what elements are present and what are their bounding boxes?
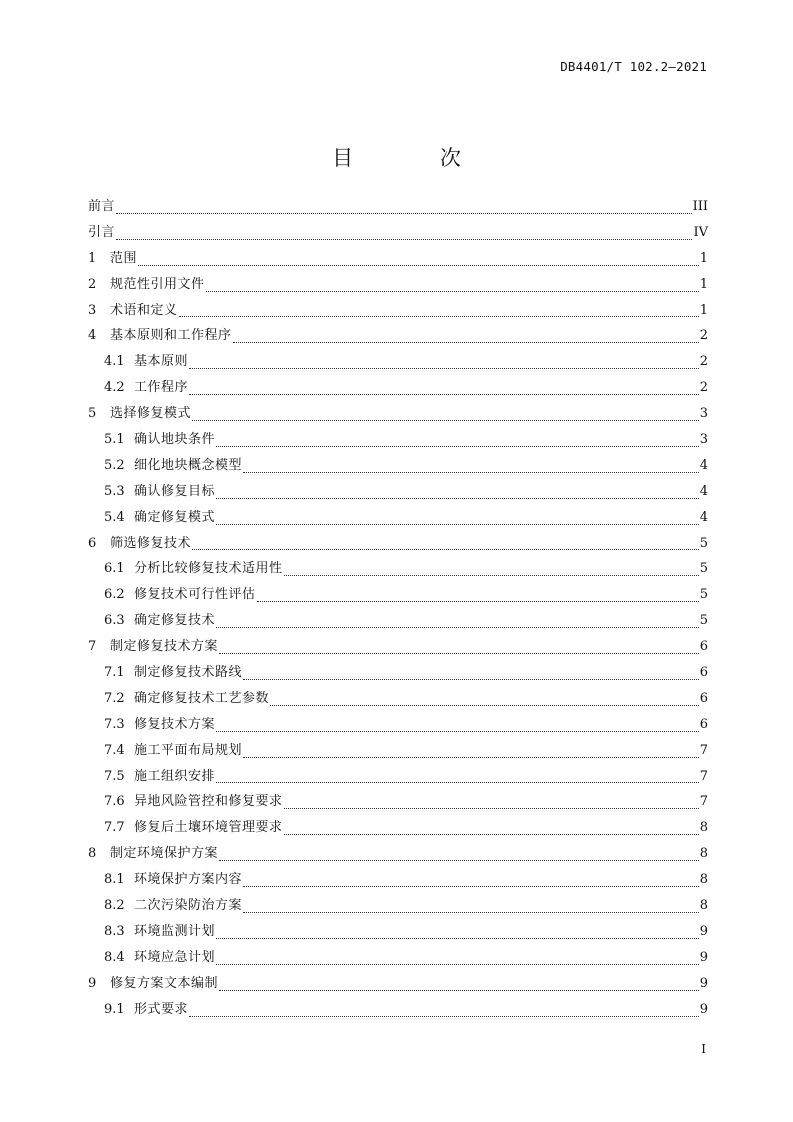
toc-entry-number: 7.1 bbox=[104, 665, 125, 681]
toc-entry-page: 4 bbox=[699, 483, 708, 499]
toc-entry-label: 分析比较修复技术适用性 bbox=[134, 561, 283, 577]
toc-entry-page: 6 bbox=[699, 639, 708, 655]
toc-dot-leader bbox=[192, 419, 699, 421]
toc-entry-label: 确定修复模式 bbox=[134, 509, 216, 525]
toc-entry-label: 修复方案文本编制 bbox=[110, 975, 219, 991]
toc-entry-page: 1 bbox=[699, 250, 708, 266]
toc-dot-leader bbox=[219, 989, 699, 991]
toc-dot-leader bbox=[179, 315, 699, 317]
toc-entry-number: 7.5 bbox=[104, 768, 125, 784]
toc-entry-label: 施工组织安排 bbox=[134, 768, 216, 784]
toc-dot-leader bbox=[206, 290, 699, 292]
toc-entry-page: 5 bbox=[699, 587, 708, 603]
toc-entry-page: 8 bbox=[699, 872, 708, 888]
toc-entry-number: 6 bbox=[88, 535, 97, 551]
toc-entry-label: 确定修复技术工艺参数 bbox=[134, 690, 270, 706]
toc-entry[interactable] bbox=[88, 507, 708, 533]
toc-entry[interactable] bbox=[88, 274, 708, 300]
toc-dot-leader bbox=[189, 393, 699, 395]
toc-entry-number: 7.2 bbox=[104, 690, 125, 706]
table-of-contents bbox=[88, 196, 708, 1025]
toc-entry-number: 3 bbox=[88, 302, 97, 318]
toc-entry[interactable] bbox=[88, 817, 708, 843]
toc-entry-label: 确定修复技术 bbox=[134, 613, 216, 629]
toc-entry-page: 8 bbox=[699, 898, 708, 914]
toc-dot-leader bbox=[243, 471, 699, 473]
toc-entry[interactable] bbox=[88, 533, 708, 559]
toc-entry-page: 1 bbox=[699, 276, 708, 292]
toc-entry-label: 工作程序 bbox=[134, 380, 189, 396]
toc-dot-leader bbox=[243, 885, 699, 887]
toc-entry[interactable] bbox=[88, 740, 708, 766]
toc-entry-number: 6.2 bbox=[104, 587, 125, 603]
toc-entry-page: 6 bbox=[699, 716, 708, 732]
toc-dot-leader bbox=[243, 756, 699, 758]
toc-dot-leader bbox=[216, 781, 699, 783]
toc-entry[interactable] bbox=[88, 403, 708, 429]
toc-entry-number: 5.4 bbox=[104, 509, 125, 525]
toc-entry-label: 前言 bbox=[88, 199, 116, 214]
toc-entry[interactable] bbox=[88, 662, 708, 688]
toc-entry[interactable] bbox=[88, 481, 708, 507]
toc-entry-page: 2 bbox=[699, 328, 708, 344]
toc-dot-leader bbox=[192, 548, 699, 550]
toc-entry-number: 6.3 bbox=[104, 613, 125, 629]
toc-entry[interactable] bbox=[88, 921, 708, 947]
toc-entry-label: 制定修复技术方案 bbox=[110, 639, 219, 655]
toc-entry[interactable] bbox=[88, 429, 708, 455]
toc-dot-leader bbox=[219, 652, 699, 654]
toc-entry-label: 基本原则 bbox=[134, 354, 189, 370]
toc-entry-label: 细化地块概念模型 bbox=[134, 457, 243, 473]
toc-entry[interactable] bbox=[88, 584, 708, 610]
toc-entry-page: 5 bbox=[699, 561, 708, 577]
toc-entry-label: 修复技术可行性评估 bbox=[134, 587, 256, 603]
toc-title: 目 次 bbox=[332, 146, 501, 170]
toc-dot-leader bbox=[216, 497, 699, 499]
toc-entry-label: 确认地块条件 bbox=[134, 432, 216, 448]
toc-dot-leader bbox=[284, 833, 699, 835]
toc-entry-page: 6 bbox=[699, 665, 708, 681]
toc-entry-page: 9 bbox=[699, 949, 708, 965]
toc-entry[interactable] bbox=[88, 300, 708, 326]
toc-entry[interactable] bbox=[88, 766, 708, 792]
toc-entry-number: 6.1 bbox=[104, 561, 125, 577]
toc-dot-leader bbox=[116, 238, 692, 240]
toc-dot-leader bbox=[138, 264, 699, 266]
toc-entry-number: 1 bbox=[88, 250, 97, 266]
toc-entry-number: 5.2 bbox=[104, 457, 125, 473]
toc-entry-label: 制定修复技术路线 bbox=[134, 665, 243, 681]
toc-dot-leader bbox=[216, 937, 699, 939]
toc-entry[interactable] bbox=[88, 791, 708, 817]
page-number: I bbox=[701, 1042, 706, 1056]
toc-entry-number: 7.4 bbox=[104, 742, 125, 758]
toc-dot-leader bbox=[189, 367, 699, 369]
toc-entry-label: 修复技术方案 bbox=[134, 716, 216, 732]
toc-entry-number: 5 bbox=[88, 406, 97, 422]
toc-entry-page: 7 bbox=[699, 742, 708, 758]
toc-entry-number: 8 bbox=[88, 846, 97, 862]
toc-entry-label: 术语和定义 bbox=[110, 302, 178, 318]
toc-entry-number: 4.1 bbox=[104, 354, 125, 370]
toc-entry-label: 规范性引用文件 bbox=[110, 276, 205, 292]
toc-entry-number: 5.3 bbox=[104, 483, 125, 499]
toc-entry-page: 7 bbox=[699, 794, 708, 810]
toc-entry-label: 环境应急计划 bbox=[134, 949, 216, 965]
toc-dot-leader bbox=[216, 445, 699, 447]
toc-entry-label: 引言 bbox=[88, 224, 116, 240]
toc-entry-label: 选择修复模式 bbox=[110, 406, 192, 422]
toc-dot-leader bbox=[216, 963, 699, 965]
toc-entry-page: 1 bbox=[699, 302, 708, 318]
toc-entry-number: 8.1 bbox=[104, 872, 125, 888]
toc-entry[interactable] bbox=[88, 688, 708, 714]
toc-entry-label: 基本原则和工作程序 bbox=[110, 328, 232, 344]
toc-entry[interactable] bbox=[88, 999, 708, 1025]
toc-entry[interactable] bbox=[88, 325, 708, 351]
toc-entry-page: 4 bbox=[699, 457, 708, 473]
toc-entry-number: 7.3 bbox=[104, 716, 125, 732]
toc-entry-page: 8 bbox=[699, 846, 708, 862]
toc-entry[interactable] bbox=[88, 222, 708, 248]
toc-entry[interactable] bbox=[88, 895, 708, 921]
toc-entry-number: 8.3 bbox=[104, 923, 125, 939]
toc-dot-leader bbox=[243, 911, 699, 913]
toc-entry-page: 5 bbox=[699, 613, 708, 629]
toc-entry-page: 9 bbox=[699, 1001, 708, 1017]
document-code: DB4401/T 102.2—2021 bbox=[560, 59, 707, 74]
toc-entry[interactable] bbox=[88, 558, 708, 584]
toc-entry[interactable] bbox=[88, 636, 708, 662]
toc-entry-page: 4 bbox=[699, 509, 708, 525]
toc-entry-number: 4.2 bbox=[104, 380, 125, 396]
toc-entry[interactable] bbox=[88, 843, 708, 869]
toc-entry-label: 范围 bbox=[110, 250, 138, 266]
toc-dot-leader bbox=[219, 859, 699, 861]
toc-entry-page: 5 bbox=[699, 535, 708, 551]
toc-entry[interactable] bbox=[88, 869, 708, 895]
toc-entry[interactable] bbox=[88, 714, 708, 740]
toc-entry-label: 异地风险管控和修复要求 bbox=[134, 794, 283, 810]
toc-entry-number: 9 bbox=[88, 975, 97, 991]
toc-entry-number: 4 bbox=[88, 328, 97, 344]
toc-entry-page: III bbox=[692, 199, 708, 214]
toc-entry-number: 5.1 bbox=[104, 432, 125, 448]
toc-entry-number: 7.7 bbox=[104, 820, 125, 836]
toc-entry-label: 二次污染防治方案 bbox=[134, 898, 243, 914]
toc-entry-page: 8 bbox=[699, 820, 708, 836]
toc-entry-number: 7 bbox=[88, 639, 97, 655]
toc-dot-leader bbox=[116, 212, 692, 214]
toc-dot-leader bbox=[243, 678, 699, 680]
toc-entry-page: 6 bbox=[699, 690, 708, 706]
toc-entry[interactable] bbox=[88, 196, 708, 222]
toc-entry[interactable] bbox=[88, 947, 708, 973]
toc-entry[interactable] bbox=[88, 973, 708, 999]
toc-entry-page: 2 bbox=[699, 354, 708, 370]
toc-dot-leader bbox=[270, 704, 699, 706]
toc-entry-page: 2 bbox=[699, 380, 708, 396]
toc-entry-number: 2 bbox=[88, 276, 97, 292]
toc-entry-page: 9 bbox=[699, 975, 708, 991]
toc-dot-leader bbox=[189, 1015, 699, 1017]
toc-entry[interactable] bbox=[88, 455, 708, 481]
toc-entry-number: 8.2 bbox=[104, 898, 125, 914]
toc-entry-label: 制定环境保护方案 bbox=[110, 846, 219, 862]
toc-entry[interactable] bbox=[88, 351, 708, 377]
toc-dot-leader bbox=[284, 574, 699, 576]
toc-dot-leader bbox=[216, 730, 699, 732]
toc-dot-leader bbox=[284, 807, 699, 809]
toc-entry-page: 3 bbox=[699, 432, 708, 448]
toc-entry[interactable] bbox=[88, 377, 708, 403]
toc-entry-page: IV bbox=[693, 224, 708, 240]
toc-entry-page: 7 bbox=[699, 768, 708, 784]
toc-dot-leader bbox=[216, 523, 699, 525]
toc-entry-number: 9.1 bbox=[104, 1001, 125, 1017]
toc-entry-label: 施工平面布局规划 bbox=[134, 742, 243, 758]
toc-entry-number: 8.4 bbox=[104, 949, 125, 965]
toc-entry-label: 筛选修复技术 bbox=[110, 535, 192, 551]
toc-dot-leader bbox=[216, 626, 699, 628]
toc-entry-number: 7.6 bbox=[104, 794, 125, 810]
toc-entry-label: 环境保护方案内容 bbox=[134, 872, 243, 888]
toc-entry-page: 9 bbox=[699, 923, 708, 939]
toc-entry-label: 修复后土壤环境管理要求 bbox=[134, 820, 283, 836]
toc-entry-label: 形式要求 bbox=[134, 1001, 189, 1017]
toc-entry-page: 3 bbox=[699, 406, 708, 422]
toc-entry-label: 确认修复目标 bbox=[134, 483, 216, 499]
toc-entry[interactable] bbox=[88, 248, 708, 274]
toc-dot-leader bbox=[257, 600, 699, 602]
toc-dot-leader bbox=[233, 341, 699, 343]
toc-entry-label: 环境监测计划 bbox=[134, 923, 216, 939]
toc-entry[interactable] bbox=[88, 610, 708, 636]
